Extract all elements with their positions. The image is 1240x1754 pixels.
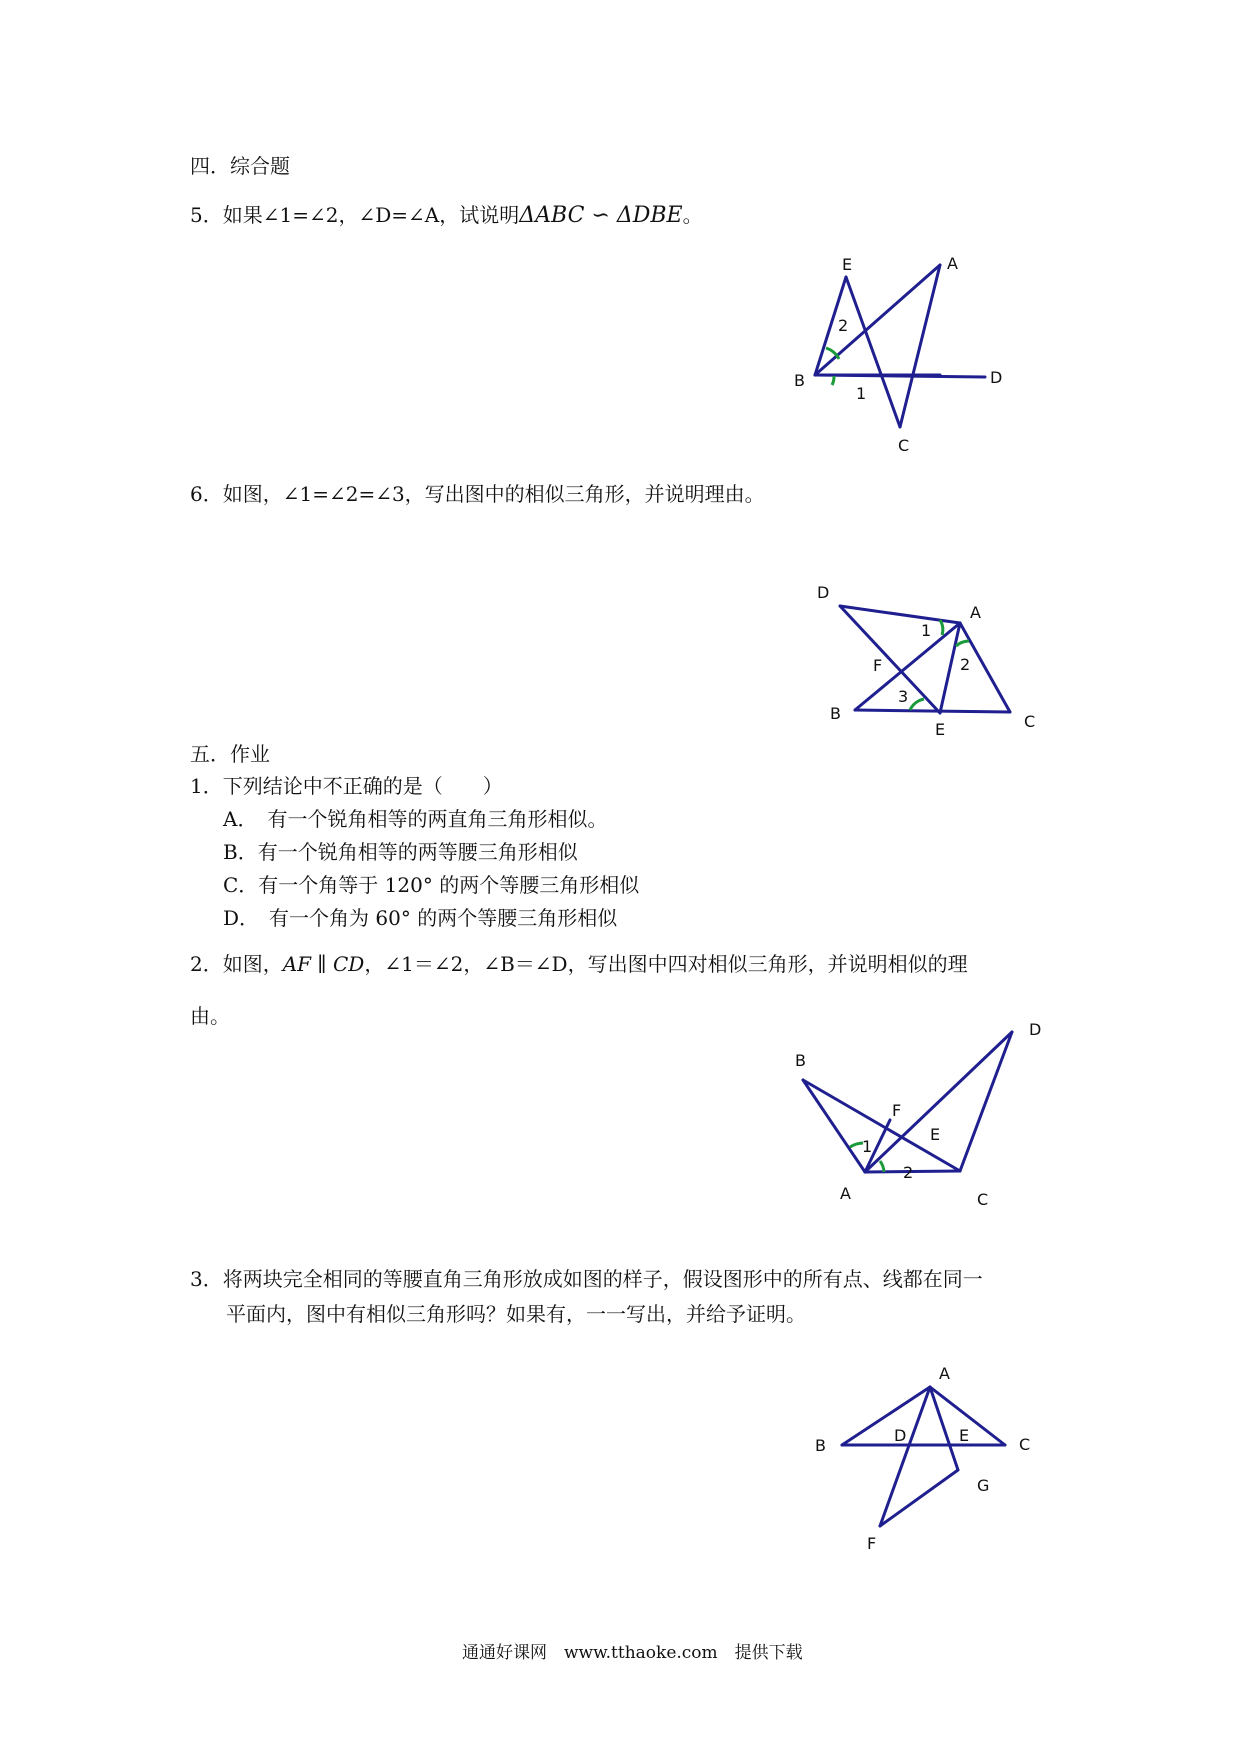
q2-expression: AF ∥ CD: [282, 952, 365, 976]
angle-label-1: 1: [862, 1137, 873, 1156]
label-D: D: [894, 1426, 907, 1445]
figure-q6: [810, 578, 1050, 738]
label-C: C: [898, 436, 910, 455]
hw-question-2: [190, 952, 968, 976]
q5-text: 如果∠1=∠2，∠D=∠A，试说明: [222, 203, 520, 227]
label-D: D: [817, 583, 830, 602]
label-D: D: [990, 368, 1003, 387]
angle-label-2: 2: [838, 316, 849, 335]
label-E: E: [930, 1125, 941, 1144]
label-A: A: [939, 1364, 950, 1383]
page-footer: 通通好课网 www.tthaoke.com 提供下载: [462, 1643, 803, 1663]
angle-label-2: 2: [903, 1163, 914, 1182]
label-B: B: [794, 371, 805, 390]
label-C: C: [1019, 1435, 1031, 1454]
label-B: B: [795, 1051, 806, 1070]
angle-1-arc: [940, 620, 943, 635]
label-F: F: [892, 1101, 902, 1120]
option-B: B．有一个锐角相等的两等腰三角形相似: [223, 840, 578, 864]
hw-question-3-line2: 平面内，图中有相似三角形吗？如果有，一一写出，并给予证明。: [226, 1302, 806, 1326]
hw-question-2-line2: 由。: [190, 1004, 230, 1028]
label-A: A: [840, 1184, 851, 1203]
label-E: E: [959, 1426, 970, 1445]
hw-question-3: 3．将两块完全相同的等腰直角三角形放成如图的样子，假设图形中的所有点、线都在同一: [190, 1267, 983, 1291]
figure-hw2: [785, 1010, 1050, 1225]
q5-number: 5．: [190, 203, 223, 227]
angle-label-1: 1: [856, 384, 867, 403]
label-B: B: [830, 704, 841, 723]
label-D: D: [1029, 1020, 1042, 1039]
angle-2-arc: [826, 348, 839, 359]
label-C: C: [977, 1190, 989, 1209]
q5-expression: ΔABC ∽ ΔDBE: [519, 203, 683, 228]
label-F: F: [867, 1534, 877, 1553]
question-5: [190, 203, 703, 228]
q5-end: 。: [682, 203, 703, 227]
label-A: A: [947, 254, 958, 273]
label-E: E: [842, 255, 853, 274]
figure-q5: [790, 255, 1020, 465]
angle-label-1: 1: [921, 621, 932, 640]
q2-text-post: ，∠1＝∠2，∠B＝∠D，写出图中四对相似三角形，并说明相似的理: [364, 952, 968, 976]
label-F: F: [873, 656, 883, 675]
figure-hw3: [805, 1362, 1045, 1557]
section-title-5: 五．作业: [190, 742, 270, 766]
q2-text-pre: 2．如图，: [190, 952, 283, 976]
angle-label-3: 3: [898, 687, 909, 706]
angle-label-2: 2: [960, 655, 971, 674]
angle-1-arc: [832, 376, 834, 385]
label-C: C: [1024, 712, 1036, 731]
angle-2-arc: [956, 641, 969, 646]
question-6: 6．如图，∠1=∠2=∠3，写出图中的相似三角形，并说明理由。: [190, 482, 765, 506]
label-E: E: [935, 720, 946, 739]
label-B: B: [815, 1436, 826, 1455]
angle-3-arc: [910, 699, 924, 710]
label-A: A: [970, 603, 981, 622]
hw-question-1: 1．下列结论中不正确的是（ ）: [190, 774, 503, 798]
label-G: G: [977, 1476, 990, 1495]
option-C: C．有一个角等于 120° 的两个等腰三角形相似: [223, 873, 640, 897]
option-A: A． 有一个锐角相等的两直角三角形相似。: [223, 807, 608, 831]
section-title-4: 四．综合题: [190, 154, 290, 178]
option-D: D． 有一个角为 60° 的两个等腰三角形相似: [223, 906, 618, 930]
